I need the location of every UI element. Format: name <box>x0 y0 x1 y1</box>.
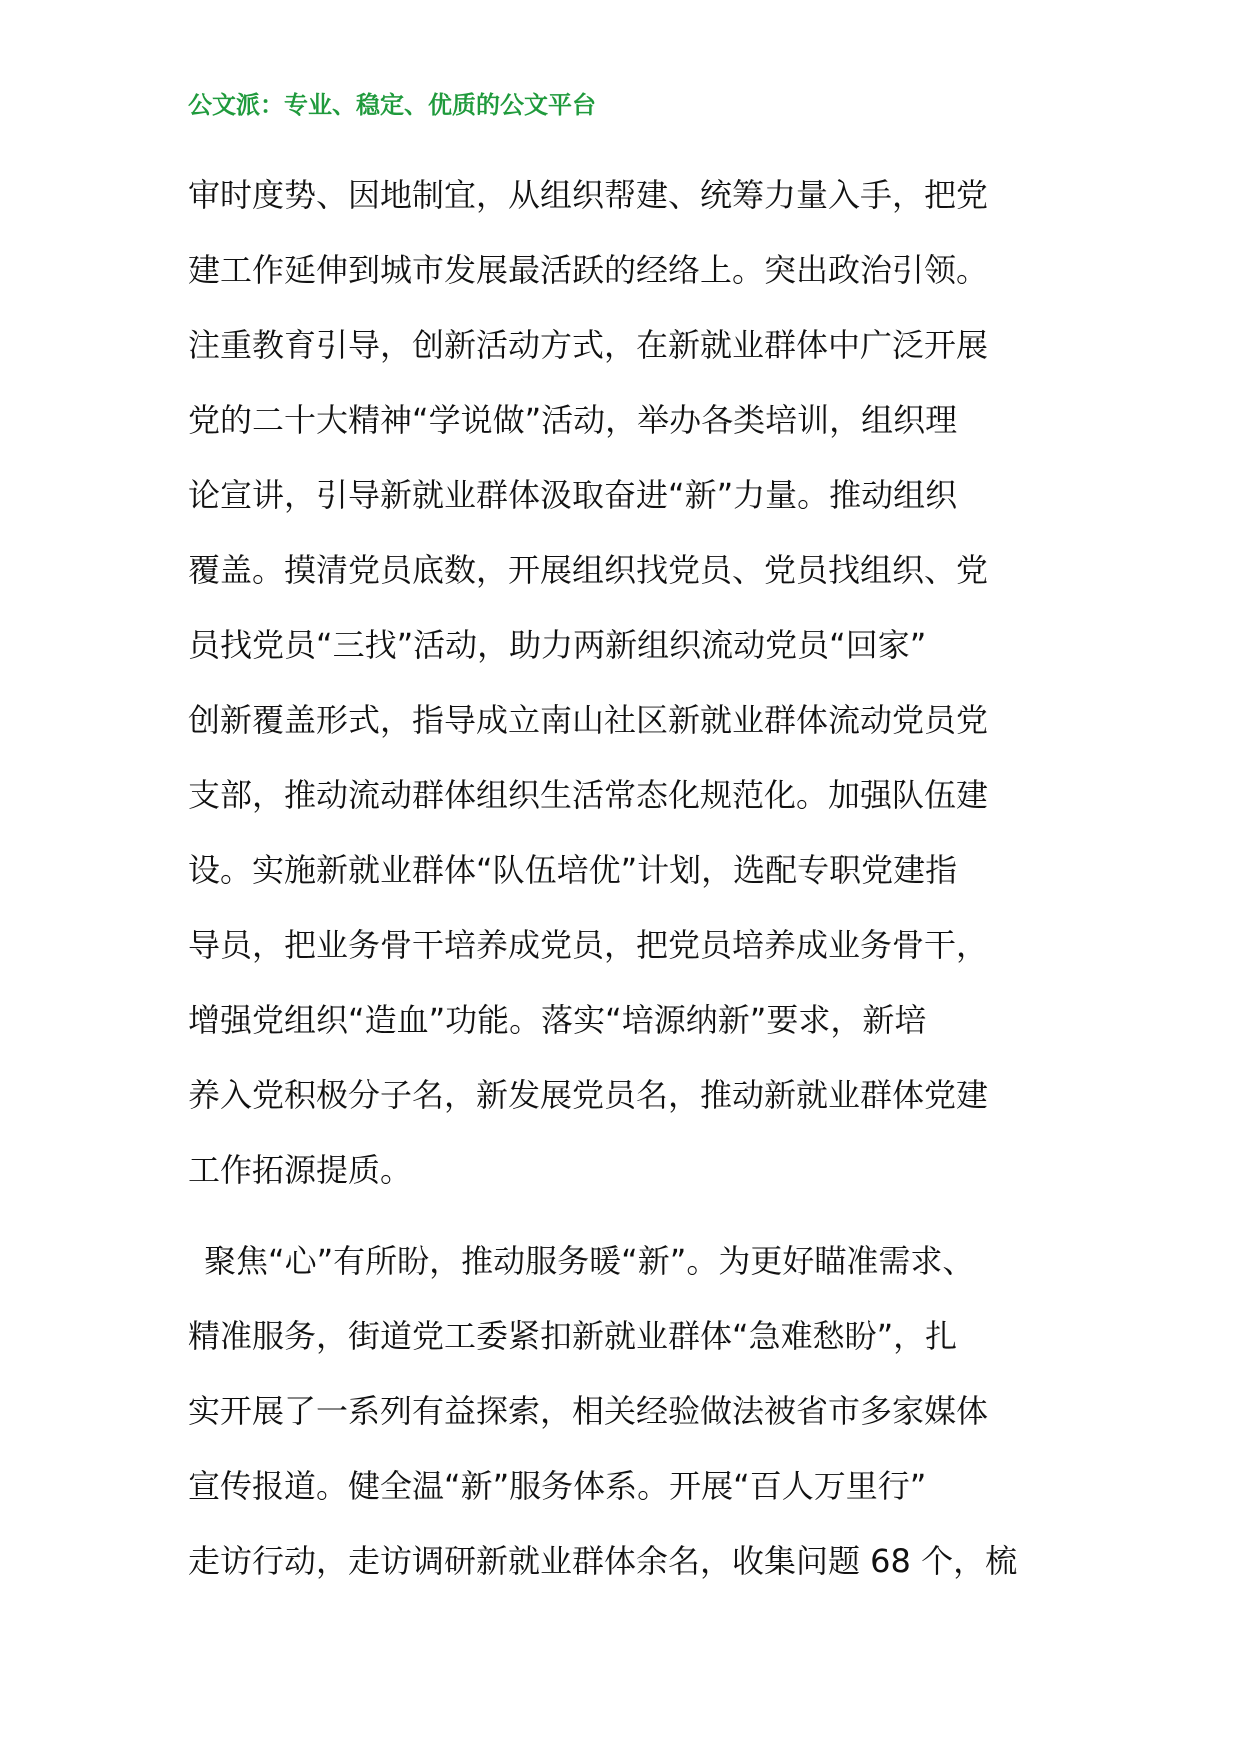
text-line: 建工作延伸到城市发展最活跃的经络上。突出政治引领。 <box>188 251 989 289</box>
paragraph <box>188 172 1068 1222</box>
text-line: 工作拓源提质。 <box>188 1151 413 1189</box>
text-line: 覆盖。摸清党员底数，开展组织找党员、党员找组织、党 <box>188 551 989 589</box>
paragraph-gap <box>188 1222 1068 1238</box>
text-line: 设。实施新就业群体“队伍培优”计划，选配专职党建指 <box>188 851 958 889</box>
text-line: 支部，推动流动群体组织生活常态化规范化。加强队伍建 <box>188 776 989 814</box>
text-line: 党的二十大精神“学说做”活动，举办各类培训，组织理 <box>188 401 958 439</box>
text-line: 实开展了一系列有益探索，相关经验做法被省市多家媒体 <box>188 1392 989 1430</box>
text-line: 精准服务，街道党工委紧扣新就业群体“急难愁盼”，扎 <box>188 1317 958 1355</box>
text-line: 创新覆盖形式，指导成立南山社区新就业群体流动党员党 <box>188 701 989 739</box>
page-header: 公文派：专业、稳定、优质的公文平台 <box>188 91 596 119</box>
text-line: 聚焦“心”有所盼，推动服务暖“新”。为更好瞄准需求、 <box>204 1242 975 1280</box>
text-line: 注重教育引导，创新活动方式，在新就业群体中广泛开展 <box>188 326 989 364</box>
paragraph <box>188 1238 1068 1613</box>
text-line: 员找党员“三找”活动，助力两新组织流动党员“回家” <box>188 626 927 664</box>
text-line: 导员，把业务骨干培养成党员，把党员培养成业务骨干， <box>188 926 989 964</box>
text-line: 增强党组织“造血”功能。落实“培源纳新”要求，新培 <box>188 1001 927 1039</box>
text-line: 养入党积极分子名，新发展党员名，推动新就业群体党建 <box>188 1076 989 1114</box>
text-line: 走访行动，走访调研新就业群体余名，收集问题 68 个，梳 <box>188 1542 1018 1580</box>
text-line: 审时度势、因地制宜，从组织帮建、统筹力量入手，把党 <box>188 176 989 214</box>
document-body <box>188 172 1068 1613</box>
text-line: 宣传报道。健全温“新”服务体系。开展“百人万里行” <box>188 1467 927 1505</box>
text-line: 论宣讲，引导新就业群体汲取奋进“新”力量。推动组织 <box>188 476 958 514</box>
